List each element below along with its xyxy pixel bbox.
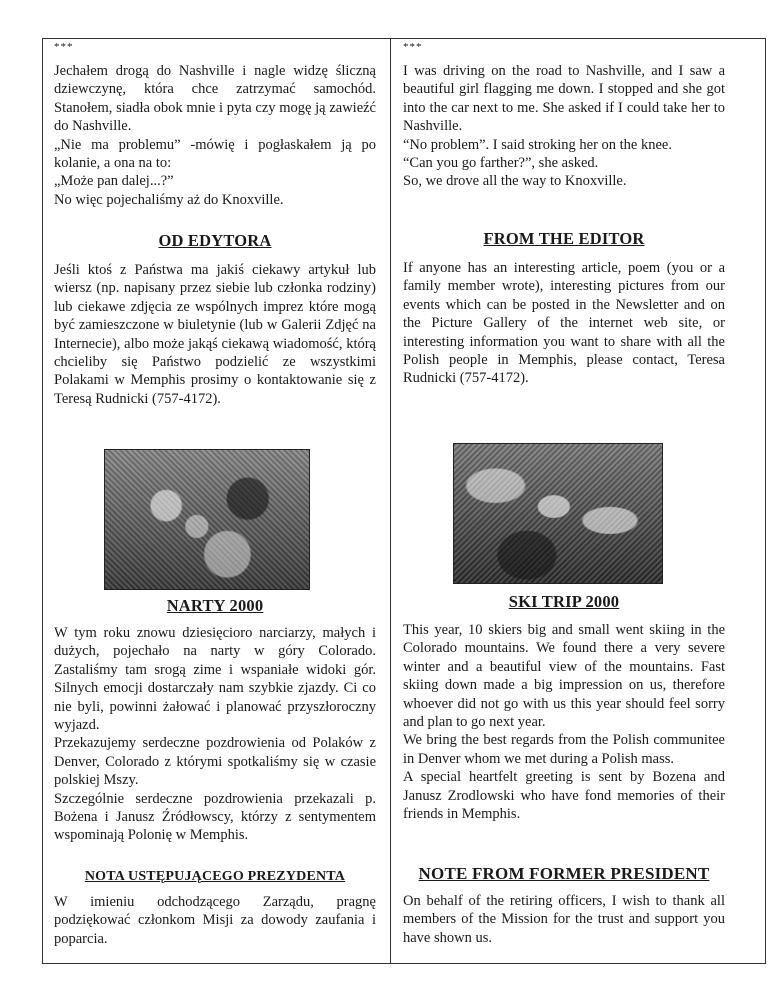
section-separator-stars: *** <box>54 41 74 53</box>
joke-paragraph: „Nie ma problemu” -mówię i pogłaskałem ją po kolanie, a ona na to: <box>54 136 376 172</box>
english-joke <box>403 40 725 191</box>
column-divider <box>390 38 391 964</box>
section-separator-stars: *** <box>403 41 423 53</box>
president-text-pl <box>54 893 376 948</box>
president-heading-pl: NOTA USTĘPUJĄCEGO PREZYDENTA <box>84 869 346 884</box>
ski-paragraph: A special heartfelt greeting is sent by Bozena and Janusz Zrodlowski who have fond memories of their friends in Memphis. <box>403 769 725 823</box>
ski-heading-pl: NARTY 2000 <box>166 596 264 615</box>
president-text-en <box>403 892 725 947</box>
ski-text-pl <box>54 624 376 845</box>
ski-heading-en: SKI TRIP 2000 <box>508 592 620 611</box>
joke-paragraph: “Can you go farther?”, she asked. <box>403 155 599 172</box>
editor-text-en <box>403 259 725 388</box>
ski-trip-photo-party <box>453 443 663 584</box>
president-heading-en: NOTE FROM FORMER PRESIDENT <box>418 864 710 883</box>
joke-paragraph: So, we drove all the way to Knoxville. <box>403 173 627 190</box>
president-paragraph: On behalf of the retiring officers, I wish to thank all members of the Mission for the trust and support you have shown us. <box>403 893 725 946</box>
ski-paragraph: Przekazujemy serdeczne pozdrowienia od Polaków z Denver, Colorado z którymi spotkaliśmy się w czasie polskiej Mszy. <box>54 735 376 789</box>
joke-paragraph: I was driving on the road to Nashville, and I saw a beautiful girl flagging me down. I stopped and she got into the car next to me. She asked if I could take her to Nashville. <box>403 63 725 135</box>
ski-text-en <box>403 621 725 823</box>
ski-paragraph: We bring the best regards from the Polish communitee in Denver whom we met during a Polish mass. <box>403 732 725 767</box>
joke-paragraph: Jechałem drogą do Nashville i nagle widzę śliczną dziewczynę, która chce zatrzymać samochód. Stanołem, siadła obok mnie i pyta czy mogę ją zawieźć do Nashville. <box>54 63 376 135</box>
president-paragraph: W imieniu odchodzącego Zarządu, pragnę podziękować członkom Misji za dowody zaufania i poparcia. <box>54 894 376 947</box>
ski-paragraph: Szczególnie serdeczne pozdrowienia przekazali p. Bożena i Janusz Źródłowscy, którzy z sentymentem wspominają Polonię w Memphis. <box>54 790 376 844</box>
joke-paragraph: “No problem”. I said stroking her on the knee. <box>403 136 672 153</box>
ski-paragraph: This year, 10 skiers big and small went skiing in the Colorado mountains. We found there a very severe winter and a beautiful view of the mountains. Fast skiing down made a big impression on us, therefore whoever did not go with us this year should feel sorry and plan to go next year. <box>403 622 725 731</box>
ski-trip-photo-group <box>104 449 310 590</box>
editor-text-pl <box>54 261 376 408</box>
editor-heading-en: FROM THE EDITOR <box>483 229 645 248</box>
joke-paragraph: No więc pojechaliśmy aż do Knoxville. <box>54 191 284 208</box>
editor-paragraph: If anyone has an interesting article, poem (you or a family member wrote), interesting pictures from our events which can be posted in the Newsletter and on the Picture Gallery of the internet web site, or interesting information you want to share with all the Polish people in Memphis, please contact, Teresa Rudnicki (757-4172). <box>403 260 725 387</box>
joke-paragraph: „Może pan dalej...?” <box>54 173 174 190</box>
editor-heading-pl: OD EDYTORA <box>158 231 272 250</box>
ski-paragraph: W tym roku znowu dziesięcioro narciarzy, małych i dużych, pojechało na narty w góry Colorado. Zastaliśmy tam srogą zime i wspaniałe widoki gór. Silnych emocji dostarczały nam szybkie zjazdy. Ci co nie byli, powinni żałować i planować przyszłoroczny wyjazd. <box>54 625 376 734</box>
polish-joke <box>54 40 376 209</box>
editor-paragraph: Jeśli ktoś z Państwa ma jakiś ciekawy artykuł lub wiersz (np. napisany przez siebie lub członka rodziny) lub ciekawe zdjęcia ze wspólnych imprez które mogą być zamieszczone w biuletynie (lub w Galerii Zdjęć na Internecie), albo może jakąś ciekawą wiadomość, którą chcieliby się Państwo podzielić ze wszystkimi Polakami w Memphis prosimy o kontaktowanie się z Teresą Rudnicki (757-4172). <box>54 262 376 407</box>
